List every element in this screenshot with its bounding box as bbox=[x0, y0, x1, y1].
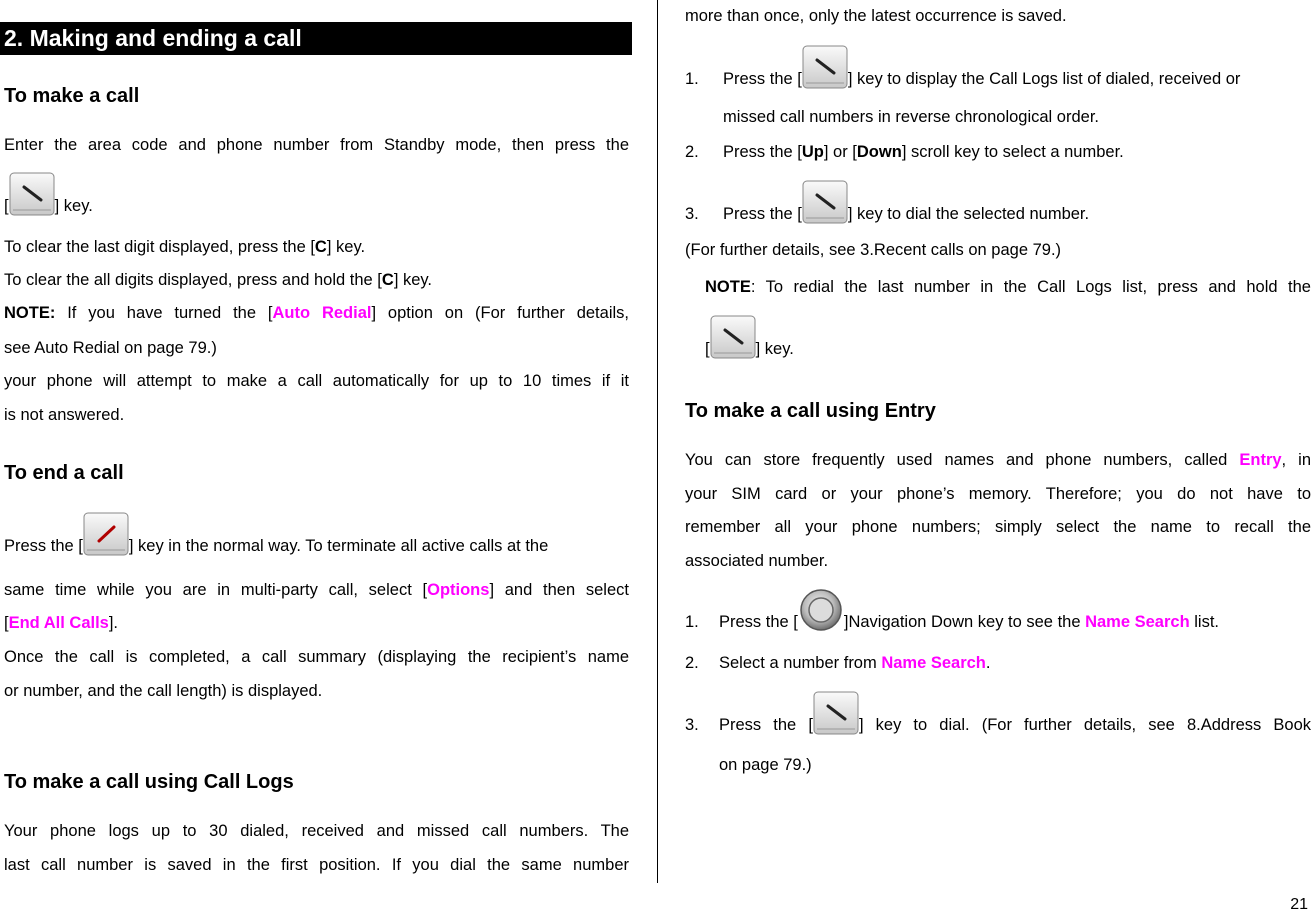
call-logs-step1-line2: missed call numbers in reverse chronological order. bbox=[723, 108, 1100, 126]
entry-term: Entry bbox=[1239, 451, 1282, 469]
auto-redial-attempt-line2: is not answered. bbox=[4, 406, 125, 424]
send-key-icon bbox=[813, 691, 859, 735]
call-logs-line2: last call number is saved in the first position. If you dial the same number bbox=[4, 856, 629, 874]
nav-key-icon bbox=[798, 588, 844, 632]
entry-step1: 1. Press the [ ]Navigation Down key to see the Name Search list. bbox=[685, 588, 1219, 632]
name-search-term: Name Search bbox=[1085, 613, 1190, 631]
heading-entry: To make a call using Entry bbox=[685, 400, 936, 422]
entry-line2: your SIM card or your phone’s memory. Therefore; you do not have to bbox=[685, 485, 1311, 503]
end-call-line1: Press the [ ] key in the normal way. To terminate all active calls at the bbox=[4, 512, 629, 556]
call-summary-line2: or number, and the call length) is displayed. bbox=[4, 682, 323, 700]
call-logs-step2: 2. Press the [Up] or [Down] scroll key to select a number. bbox=[685, 143, 1124, 161]
send-key-icon bbox=[802, 180, 848, 224]
entry-step3-line2: on page 79.) bbox=[719, 756, 812, 774]
call-logs-line3: more than once, only the latest occurrence is saved. bbox=[685, 7, 1067, 25]
name-search-term: Name Search bbox=[881, 654, 986, 672]
column-divider bbox=[657, 0, 658, 883]
options-option: Options bbox=[427, 581, 490, 599]
entry-line3: remember all your phone numbers; simply select the name to recall the bbox=[685, 518, 1311, 536]
entry-step2: 2. Select a number from Name Search. bbox=[685, 654, 991, 672]
call-logs-note-line2: [ ] key. bbox=[705, 315, 794, 359]
call-logs-line1: Your phone logs up to 30 dialed, received and missed call numbers. The bbox=[4, 822, 629, 840]
call-summary-line1: Once the call is completed, a call summary (displaying the recipient’s name bbox=[4, 648, 629, 666]
clear-all-digits: To clear the all digits displayed, press and hold the [C] key. bbox=[4, 271, 433, 289]
heading-end-call: To end a call bbox=[4, 462, 124, 484]
send-key-icon bbox=[802, 45, 848, 89]
entry-line1: You can store frequently used names and phone numbers, called Entry, in bbox=[685, 451, 1311, 469]
note-label: NOTE bbox=[705, 278, 751, 296]
section-title: 2. Making and ending a call bbox=[0, 22, 632, 55]
clear-last-digit: To clear the last digit displayed, press the [C] key. bbox=[4, 238, 366, 256]
auto-redial-attempt-line1: your phone will attempt to make a call automatically for up to 10 times if it bbox=[4, 372, 629, 390]
page-number: 21 bbox=[1290, 896, 1308, 913]
end-call-line3: [End All Calls]. bbox=[4, 614, 119, 632]
send-key-icon bbox=[710, 315, 756, 359]
send-key-icon bbox=[9, 172, 55, 216]
end-call-line2: same time while you are in multi-party call, select [Options] and then select bbox=[4, 581, 629, 599]
note-label: NOTE: bbox=[4, 304, 56, 322]
call-logs-step3: 3. Press the [ ] key to dial the selected number. bbox=[685, 180, 1089, 224]
entry-step3: 3. Press the [ ] key to dial. (For further details, see 8.Address Book bbox=[685, 691, 1311, 735]
bracket-open: [ bbox=[4, 197, 9, 215]
bracket-close: ] key. bbox=[54, 197, 93, 215]
call-logs-further: (For further details, see 3.Recent calls on page 79.) bbox=[685, 241, 1062, 259]
auto-redial-note-line2: see Auto Redial on page 79.) bbox=[4, 339, 217, 357]
auto-redial-note: NOTE: If you have turned the [Auto Redial] option on (For further details, bbox=[4, 304, 629, 322]
make-call-line2 bbox=[4, 172, 93, 216]
auto-redial-option: Auto Redial bbox=[272, 304, 372, 322]
call-logs-step1: 1. Press the [ ] key to display the Call Logs list of dialed, received or bbox=[685, 45, 1311, 89]
end-key-icon bbox=[83, 512, 129, 556]
end-all-calls-option: End All Calls bbox=[8, 614, 109, 632]
entry-line4: associated number. bbox=[685, 552, 829, 570]
heading-call-logs: To make a call using Call Logs bbox=[4, 771, 294, 793]
make-call-line1: Enter the area code and phone number from Standby mode, then press the bbox=[4, 136, 629, 154]
heading-make-call: To make a call bbox=[4, 85, 140, 107]
call-logs-note: NOTE: To redial the last number in the Call Logs list, press and hold the bbox=[705, 278, 1311, 296]
